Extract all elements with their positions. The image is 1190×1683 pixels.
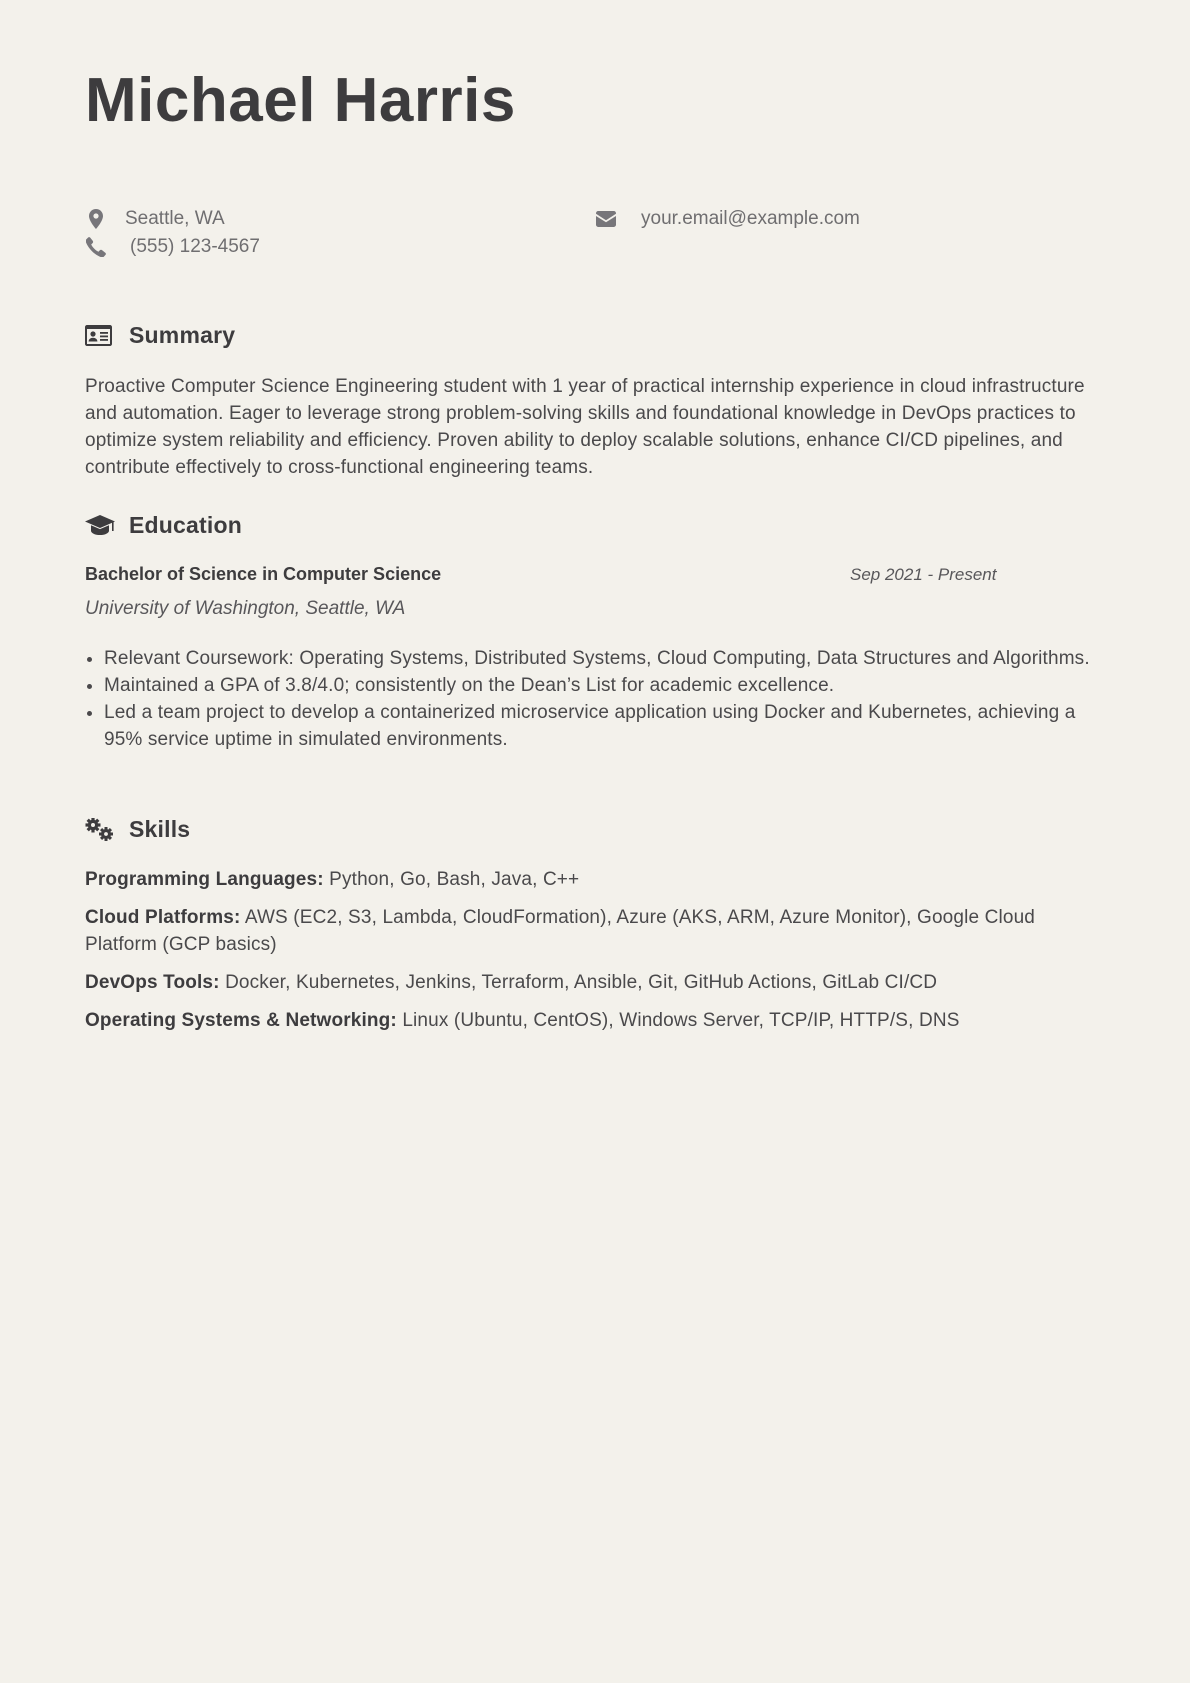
- skill-row: [85, 866, 1105, 893]
- contact-phone[interactable]: [85, 236, 260, 258]
- phone-icon: [85, 236, 107, 258]
- skills-title: Skills: [129, 816, 191, 842]
- summary-title: Summary: [129, 322, 236, 348]
- map-marker-icon: [85, 208, 107, 230]
- id-card-icon: [85, 323, 115, 349]
- contact-location: [85, 208, 225, 230]
- skill-value: Docker, Kubernetes, Jenkins, Terraform, Ansible, Git, GitHub Actions, GitLab CI/CD: [225, 972, 938, 993]
- contact-info: [85, 208, 1105, 268]
- degree-dates: Sep 2021 - Present: [850, 565, 997, 584]
- cogs-icon: [85, 817, 115, 843]
- contact-email[interactable]: [595, 208, 860, 230]
- envelope-icon: [595, 208, 617, 230]
- skill-value: Python, Go, Bash, Java, C++: [329, 869, 580, 890]
- summary-text: Proactive Computer Science Engineering student with 1 year of practical internship experience in cloud infrastructure and automation. Eager to leverage strong problem-solving skills and foundational knowledge in DevOps practices to optimize system reliability and efficiency. Proven ability to deploy scalable solutions, enhance CI/CD pipelines, and contribute effectively to cross-functional engineering teams.: [85, 376, 1085, 478]
- list-item: Led a team project to develop a containerized microservice application using Docker and Kubernetes, achieving a 95% service uptime in simulated environments.: [85, 699, 1105, 753]
- graduation-cap-icon: [85, 513, 115, 539]
- summary-heading: [85, 322, 235, 349]
- degree-title: Bachelor of Science in Computer Science: [85, 564, 442, 584]
- skill-value: AWS (EC2, S3, Lambda, CloudFormation), Azure (AKS, ARM, Azure Monitor), Google Cloud Platform (GCP basics): [85, 907, 1036, 955]
- skill-row: [85, 969, 1105, 996]
- phone-text[interactable]: (555) 123-4567: [130, 236, 260, 257]
- skill-label: Operating Systems & Networking:: [85, 1010, 397, 1031]
- skill-value: Linux (Ubuntu, CentOS), Windows Server, TCP/IP, HTTP/S, DNS: [402, 1010, 960, 1031]
- skill-row: [85, 904, 1105, 958]
- list-item: Relevant Coursework: Operating Systems, Distributed Systems, Cloud Computing, Data Structures and Algorithms.: [85, 645, 1105, 672]
- education-bullets: [85, 645, 1105, 753]
- list-item: Maintained a GPA of 3.8/4.0; consistently on the Dean’s List for academic excellence.: [85, 672, 1105, 699]
- education-heading: [85, 512, 242, 539]
- email-text[interactable]: your.email@example.com: [641, 208, 860, 229]
- skill-label: DevOps Tools:: [85, 972, 220, 993]
- education-title: Education: [129, 512, 242, 538]
- skill-label: Cloud Platforms:: [85, 907, 241, 928]
- skills-heading: [85, 816, 190, 843]
- skills-list: [85, 866, 1105, 1045]
- skill-row: [85, 1007, 1105, 1034]
- location-text: Seattle, WA: [125, 208, 225, 229]
- candidate-name: Michael Harris: [85, 66, 516, 135]
- school-name: University of Washington, Seattle, WA: [85, 598, 406, 619]
- skill-label: Programming Languages:: [85, 869, 324, 890]
